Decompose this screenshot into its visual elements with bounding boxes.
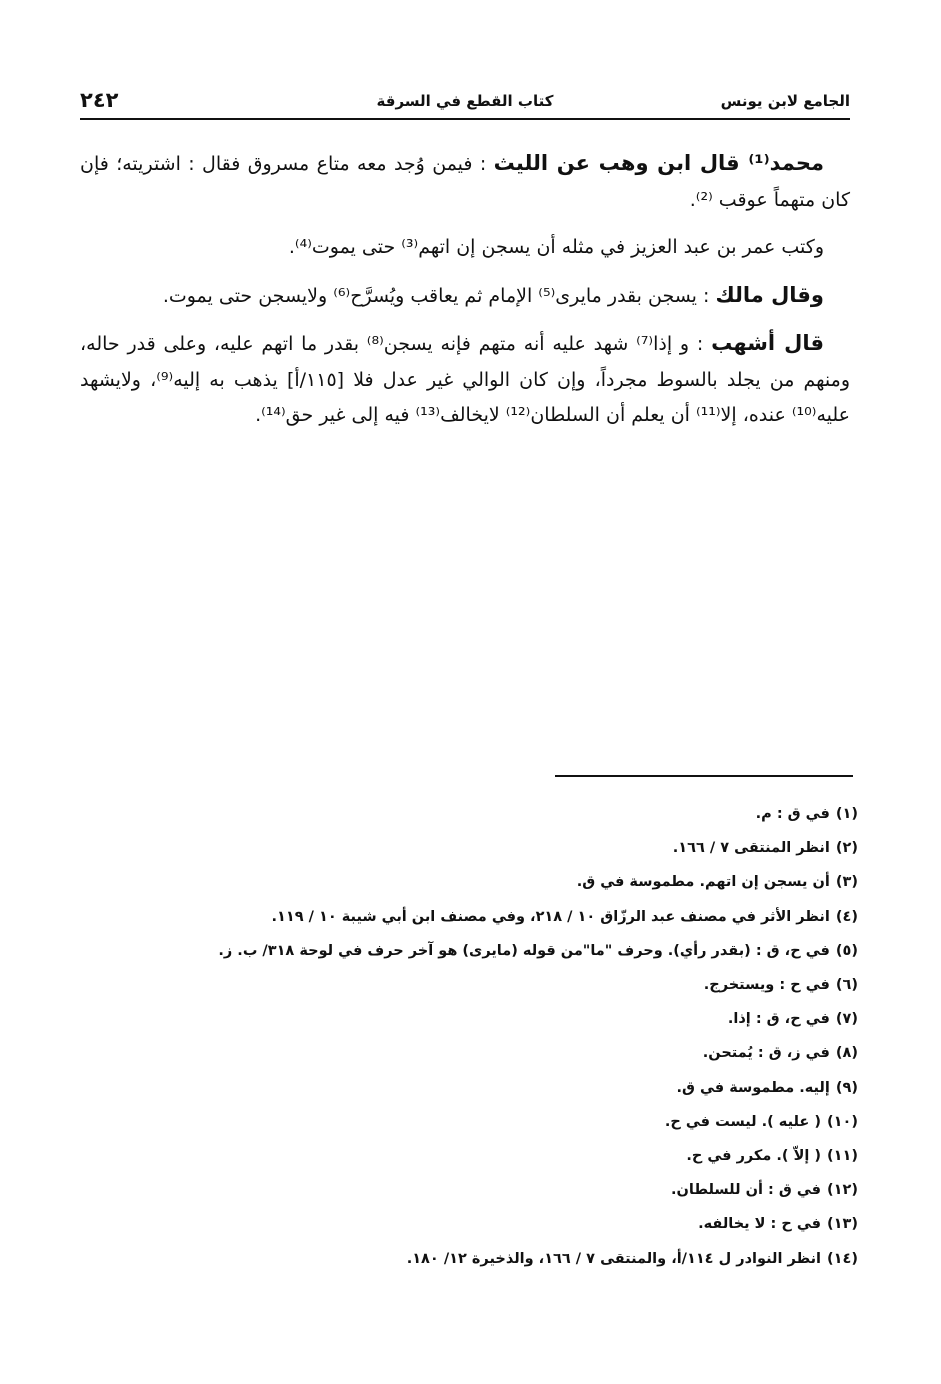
main-text: [80, 146, 850, 434]
header-divider: [80, 118, 850, 120]
footnote-number: (١٢): [827, 1182, 858, 1199]
footnote-text: انظر الأثر في مصنف عبد الرزّاق ١٠ / ٢١٨، وفي مصنف ابن أبي شيبة ١٠ / ١١٩.: [271, 908, 830, 925]
footnote-text: أن يسجن إن اتهم. مطموسة في ق.: [576, 874, 830, 891]
footnote-divider: [555, 775, 853, 777]
page-number: ٢٤٢: [80, 88, 119, 112]
footnote-number: (١٠): [827, 1113, 858, 1130]
paragraph-4: [80, 326, 850, 434]
paragraph-text: : فيمن وُجد معه متاع مسروق فقال : اشتريته؛ فإن كان متهماً عوقب ⁽²⁾.: [80, 153, 850, 211]
footnote-number: (٦): [835, 977, 858, 994]
footnote-number: (٩): [835, 1079, 858, 1096]
paragraph-text: وكتب عمر بن عبد العزيز في مثله أن يسجن إن اتهم⁽³⁾ حتى يموت⁽⁴⁾.: [288, 236, 824, 258]
paragraph-text: : يسجن بقدر مايرى⁽⁵⁾ الإمام ثم يعاقب ويُسرَّح⁽⁶⁾ ولايسجن حتى يموت.: [162, 284, 716, 307]
paragraph-text: : و إذا⁽⁷⁾ شهد عليه أنه متهم فإنه يسجن⁽⁸⁾ بقدر ما اتهم عليه، وعلى قدر حاله، ومنهم من يجلد بالسوط مجرداً، وإن كان الوالي غير عدل فلا [١١٥/أ] يذهب به إليه⁽⁹⁾، ولايشهد عليه⁽¹⁰⁾ عنده، إلا⁽¹¹⁾ أن يعلم أن السلطان⁽¹²⁾ لايخالف⁽¹³⁾ فيه إلى غير حق⁽¹⁴⁾.: [80, 333, 850, 426]
footnote: [80, 865, 858, 899]
footnote: [80, 1036, 858, 1070]
footnote-number: (٣): [835, 874, 858, 891]
footnote-number: (١٣): [827, 1216, 858, 1233]
footnote: [80, 1071, 858, 1105]
footnote: [80, 900, 858, 934]
footnote-number: (٥): [835, 942, 858, 959]
footnote: [80, 968, 858, 1002]
footnote-text: ( عليه ). ليست في ح.: [664, 1113, 822, 1130]
footnote-text: في ق : م.: [755, 806, 830, 822]
footnote-number: (١): [835, 806, 858, 822]
footnote-number: (٤): [835, 908, 858, 925]
footnote-text: ( إلاّ ). مكرر في ح.: [686, 1148, 822, 1165]
footnote-number: (٨): [835, 1045, 858, 1062]
footnote-number: (١٤): [827, 1250, 858, 1267]
footnote-text: انظر المنتقى ٧ / ١٦٦.: [672, 840, 830, 857]
book-title: الجامع لابن يونس: [720, 92, 850, 110]
footnote-number: (٧): [835, 1011, 858, 1028]
footnote: [80, 934, 858, 968]
footnote: [80, 1105, 858, 1139]
running-header: [80, 88, 850, 118]
paragraph-1: [80, 146, 850, 218]
footnote: [80, 1002, 858, 1036]
footnotes-list: [80, 797, 858, 1276]
footnote: [80, 1139, 858, 1173]
paragraph-lead: وقال مالك: [715, 282, 824, 307]
paragraph-lead: قال أشهب: [711, 331, 824, 355]
footnote-text: في ز، ق : يُمتحن.: [702, 1045, 830, 1062]
paragraph-2: [80, 230, 850, 266]
footnote-text: إليه. مطموسة في ق.: [676, 1079, 830, 1096]
paragraph-lead: محمد⁽¹⁾ قال ابن وهب عن الليث: [493, 151, 824, 175]
footnote: [80, 1207, 858, 1241]
footnote-number: (١١): [827, 1148, 858, 1165]
footnote-text: في ق : أن للسلطان.: [671, 1182, 822, 1199]
footnote-number: (٢): [835, 840, 858, 857]
paragraph-3: [80, 278, 850, 315]
footnote-text: في ح : لا يخالفه.: [698, 1216, 822, 1233]
footnote-text: انظر النوادر ل ١١٤/أ، والمنتقى ٧ / ١٦٦، والذخيرة ١٢/ ١٨٠.: [406, 1250, 822, 1267]
footnote-text: في ح : ويستخرج.: [703, 977, 830, 994]
footnote-text: في ح، ق : (بقدر رأي). وحرف "ما"من قوله (مايرى) هو آخر حرف في لوحة ٣١٨/ ب. ز.: [218, 942, 830, 959]
footnote: [80, 1173, 858, 1207]
footnote: [80, 1242, 858, 1276]
footnote: [80, 797, 858, 831]
footnote-text: في ح، ق : إذا.: [727, 1011, 830, 1028]
chapter-title: كتاب القطع في السرقة: [376, 92, 554, 110]
footnote: [80, 831, 858, 865]
